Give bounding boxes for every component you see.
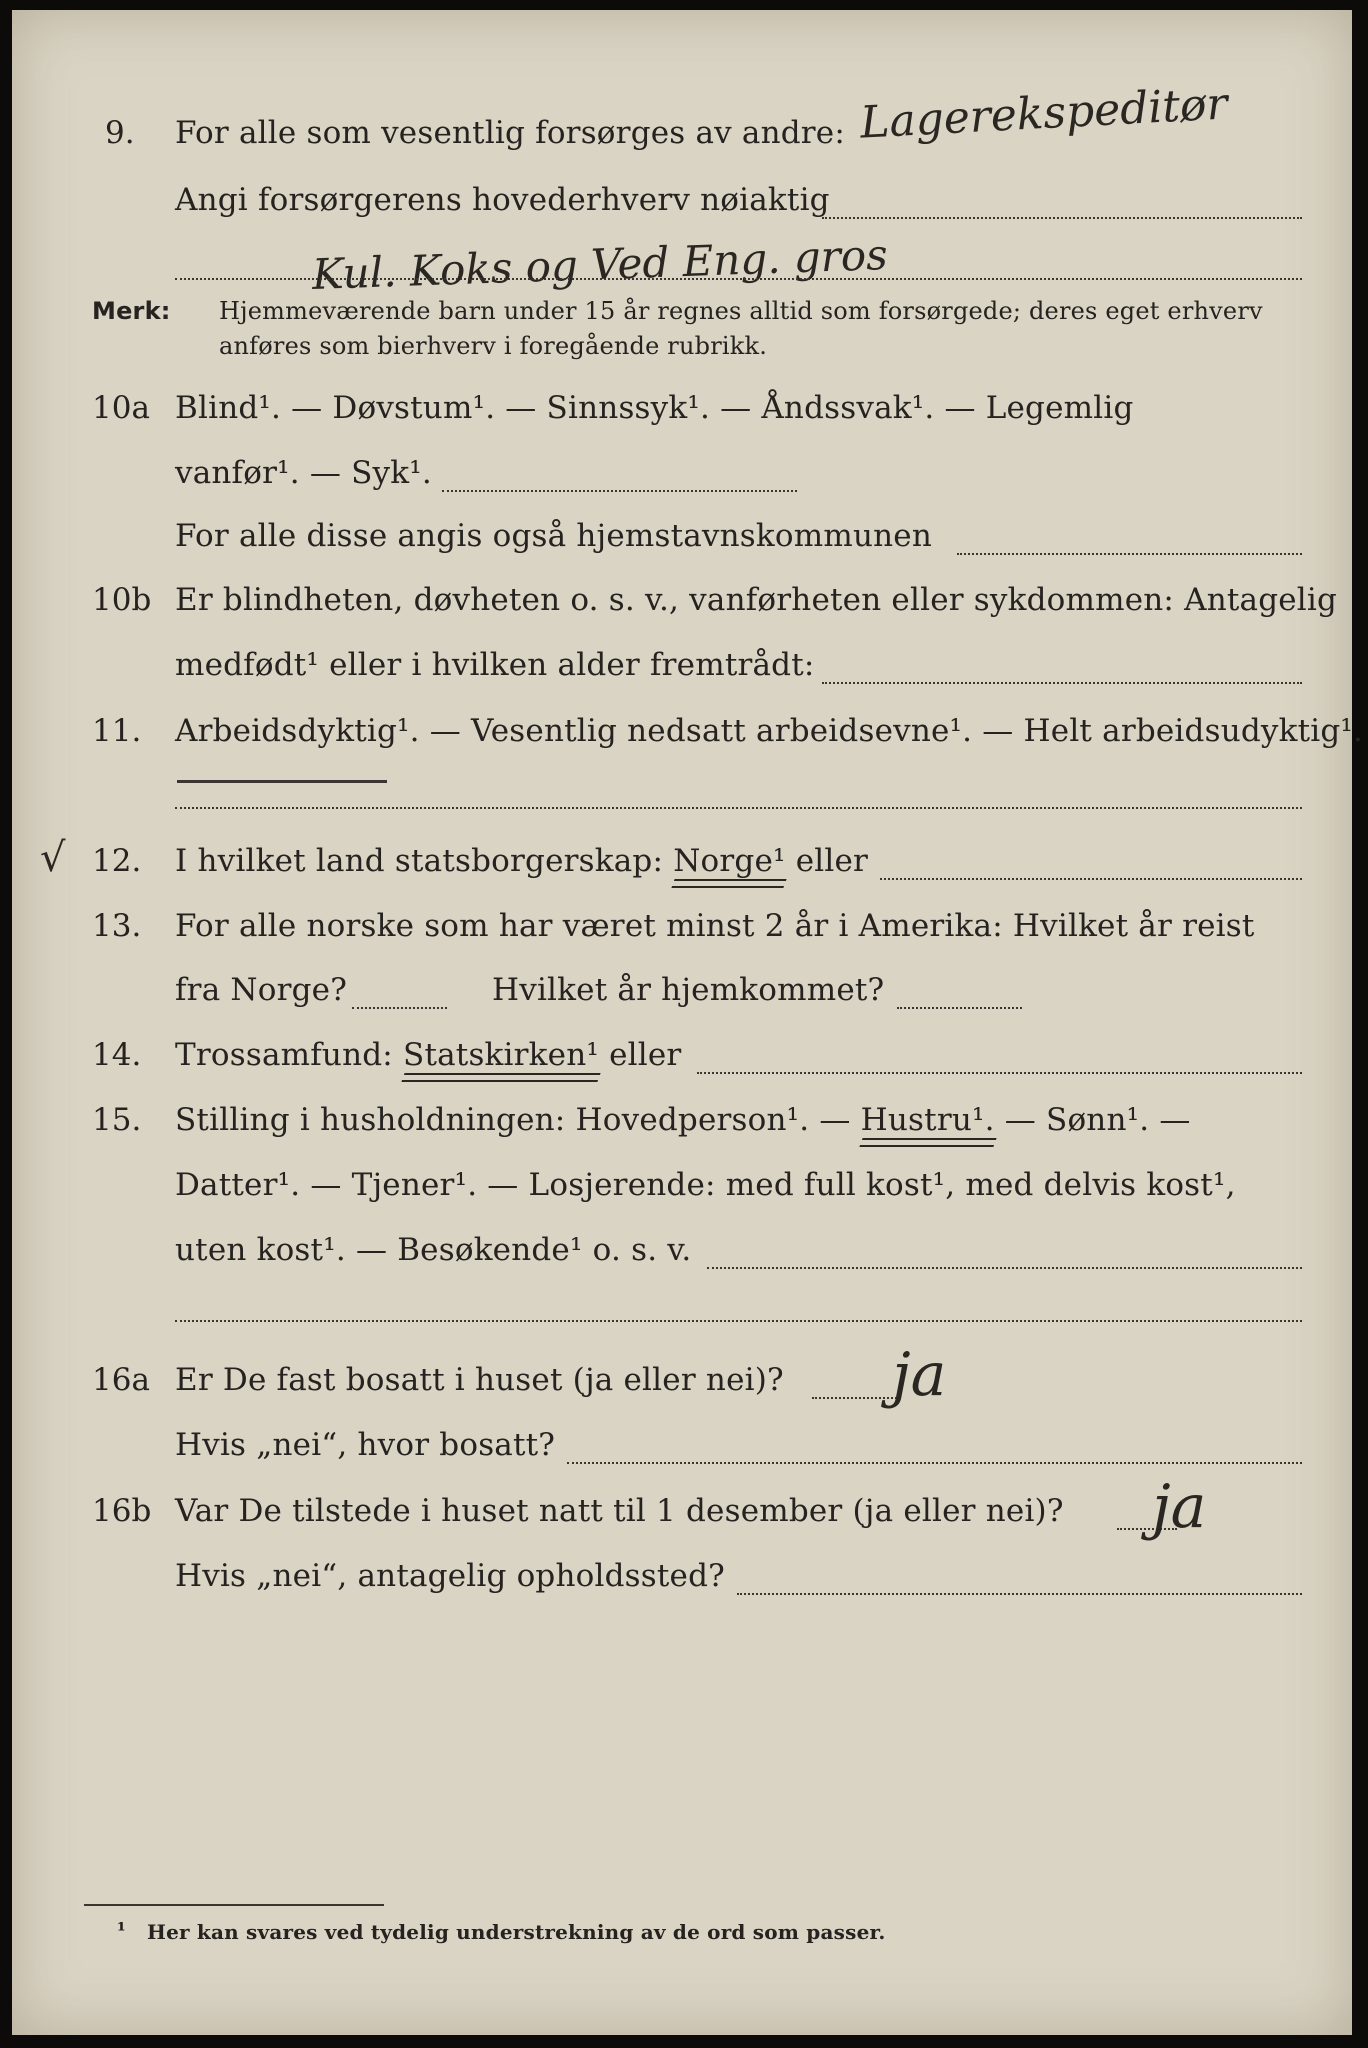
- q15-line2: Datter¹. — Tjener¹. — Losjerende: med full kost¹, med delvis kost¹,: [175, 1167, 1236, 1203]
- q9-line2: Angi forsørgerens hovederhverv nøiaktig: [175, 182, 830, 218]
- q16b-number: 16b: [92, 1493, 152, 1529]
- q16b-line2: Hvis „nei“, antagelig opholdssted?: [175, 1558, 725, 1594]
- q14-line: [175, 1037, 681, 1073]
- q10a-hjemstavn-fill[interactable]: [957, 553, 1302, 555]
- check-mark-icon: √: [40, 835, 66, 881]
- q16a-line2: Hvis „nei“, hvor bosatt?: [175, 1427, 556, 1463]
- q14-prefix: Trossamfund:: [175, 1037, 393, 1073]
- q13-number: 13.: [92, 908, 142, 944]
- q11-underline-mark: [177, 780, 387, 783]
- q16a-answer-fill[interactable]: [812, 1397, 897, 1399]
- q16a-handwritten-answer: ja: [892, 1340, 947, 1410]
- q9-handwritten-employer: Kul. Koks og Ved Eng. gros: [311, 229, 889, 300]
- merk-line1: Hjemmeværende barn under 15 år regnes alltid som forsørgede; deres eget erhverv: [219, 297, 1263, 325]
- q15-line3-fill[interactable]: [707, 1267, 1302, 1269]
- q11-line1: Arbeidsdyktig¹. — Vesentlig nedsatt arbeidsevne¹. — Helt arbeidsudyktig¹.: [175, 713, 1364, 749]
- q15-extra-fill[interactable]: [175, 1320, 1302, 1322]
- q10a-syk-fill[interactable]: [442, 490, 797, 492]
- q15-number: 15.: [92, 1102, 142, 1138]
- q9-handwritten-occupation: Lagerekspeditør: [858, 78, 1229, 149]
- q10a-line3: For alle disse angis også hjemstavnskommunen: [175, 518, 932, 554]
- q16a-line1: Er De fast bosatt i huset (ja eller nei)?: [175, 1362, 784, 1398]
- census-form-page: [12, 10, 1364, 2035]
- footnote-mark: ¹: [117, 1918, 126, 1942]
- q14-fill[interactable]: [697, 1072, 1302, 1074]
- q15-line3: uten kost¹. — Besøkende¹ o. s. v.: [175, 1232, 692, 1268]
- q12-answer-underlined[interactable]: Norge¹: [673, 843, 786, 879]
- q15-line1: [175, 1102, 1191, 1138]
- q9-line1: For alle som vesentlig forsørges av andre:: [175, 115, 845, 151]
- q10a-number: 10a: [92, 390, 150, 426]
- q12-fill[interactable]: [880, 878, 1302, 880]
- q16b-opholdssted-fill[interactable]: [737, 1593, 1302, 1595]
- q11-fill[interactable]: [175, 807, 1302, 809]
- q12-prefix: I hvilket land statsborgerskap:: [175, 843, 664, 879]
- q10b-line1: Er blindheten, døvheten o. s. v., vanførheten eller sykdommen: Antagelig: [175, 582, 1338, 618]
- q13-line2b: Hvilket år hjemkommet?: [492, 972, 885, 1008]
- q12-number: 12.: [92, 843, 142, 879]
- q14-number: 14.: [92, 1037, 142, 1073]
- q16b-line1: Var De tilstede i huset natt til 1 desember (ja eller nei)?: [175, 1493, 1064, 1529]
- q15-line1c: — Sønn¹. —: [1004, 1102, 1191, 1138]
- q16b-handwritten-answer: ja: [1152, 1472, 1207, 1542]
- q16a-bosatt-fill[interactable]: [567, 1462, 1302, 1464]
- q11-number: 11.: [92, 713, 142, 749]
- q13-line2a: fra Norge?: [175, 972, 348, 1008]
- footnote-separator: [84, 1904, 384, 1906]
- q13-hjemkommet-fill[interactable]: [897, 1007, 1022, 1009]
- q9-number: 9.: [105, 115, 135, 151]
- q10a-line2: vanfør¹. — Syk¹.: [175, 455, 432, 491]
- q14-suffix: eller: [609, 1037, 682, 1073]
- merk-line2: anføres som bierhverv i foregående rubrikk.: [219, 332, 768, 360]
- q12-suffix: eller: [795, 843, 869, 879]
- q10b-fill[interactable]: [822, 682, 1302, 684]
- q12-line: [175, 843, 868, 879]
- q13-reist-fill[interactable]: [352, 1007, 447, 1009]
- q15-line1a: Stilling i husholdningen: Hovedperson¹. —: [175, 1102, 851, 1138]
- q16a-number: 16a: [92, 1362, 150, 1398]
- q15-answer-underlined[interactable]: Hustru¹.: [860, 1102, 995, 1138]
- q9-line3-fill[interactable]: [175, 278, 1302, 280]
- q13-line1: For alle norske som har været minst 2 år i Amerika: Hvilket år reist: [175, 908, 1255, 944]
- q10a-line1: Blind¹. — Døvstum¹. — Sinnssyk¹. — Åndssvak¹. — Legemlig: [175, 390, 1134, 426]
- q10b-number: 10b: [92, 582, 152, 618]
- footnote-text: Her kan svares ved tydelig understrekning av de ord som passer.: [147, 1920, 886, 1944]
- q10b-line2: medfødt¹ eller i hvilken alder fremtrådt:: [175, 647, 815, 683]
- q14-answer-underlined[interactable]: Statskirken¹: [403, 1037, 599, 1073]
- merk-label: Merk:: [92, 297, 171, 325]
- q9-line2-fill[interactable]: [822, 217, 1302, 219]
